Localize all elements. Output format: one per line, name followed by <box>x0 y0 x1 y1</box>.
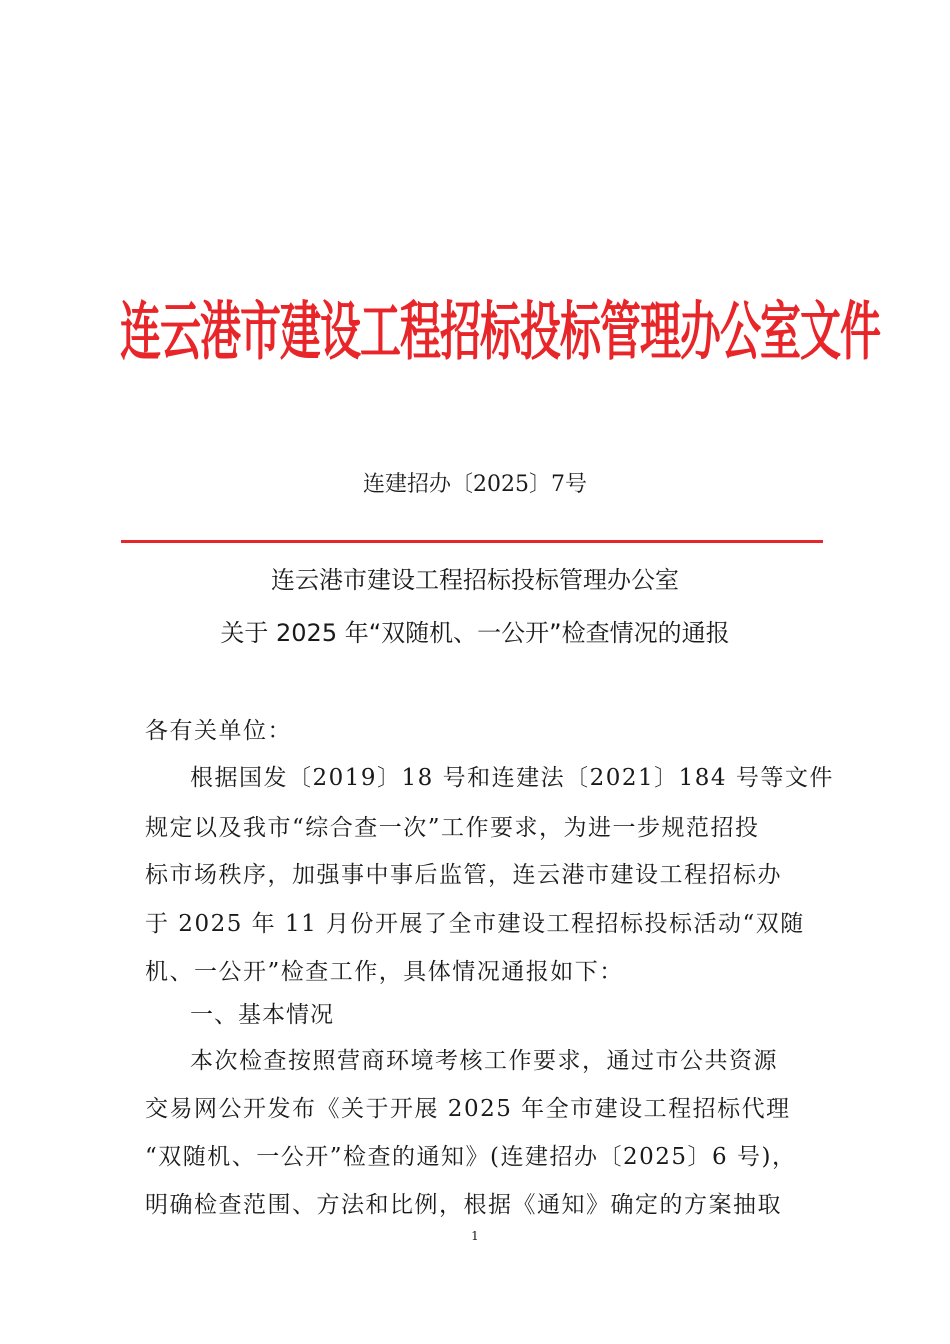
page-number: 1 <box>471 1229 479 1243</box>
paragraph-1-line-5: 机、一公开”检查工作，具体情况通报如下： <box>145 959 624 985</box>
paragraph-1-line-1: 根据国发〔2019〕18 号和连建法〔2021〕184 号等文件 <box>190 765 834 791</box>
paragraph-2-line-3: “双随机、一公开”检查的通知》(连建招办〔2025〕6 号)， <box>145 1144 797 1170</box>
salutation: 各有关单位： <box>145 718 292 744</box>
red-divider-line <box>121 540 823 543</box>
section-heading-basic-situation: 一、基本情况 <box>190 1002 334 1028</box>
paragraph-1-line-3: 标市场秩序，加强事中事后监管，连云港市建设工程招标办 <box>145 862 782 888</box>
document-title-line-2: 关于 2025 年“双随机、一公开”检查情况的通报 <box>220 619 730 647</box>
document-title-line-1: 连云港市建设工程招标投标管理办公室 <box>271 566 679 594</box>
paragraph-1-line-4: 于 2025 年 11 月份开展了全市建设工程招标投标活动“双随 <box>145 911 805 937</box>
paragraph-1-line-2: 规定以及我市“综合查一次”工作要求，为进一步规范招投 <box>145 815 760 841</box>
agency-header-title: 连云港市建设工程招标投标管理办公室文件 <box>120 294 880 370</box>
paragraph-2-line-2: 交易网公开发布《关于开展 2025 年全市建设工程招标代理 <box>145 1096 791 1122</box>
document-number: 连建招办〔2025〕7号 <box>363 472 587 497</box>
paragraph-2-line-1: 本次检查按照营商环境考核工作要求，通过市公共资源 <box>190 1048 778 1074</box>
paragraph-2-line-4: 明确检查范围、方法和比例，根据《通知》确定的方案抽取 <box>145 1192 782 1218</box>
